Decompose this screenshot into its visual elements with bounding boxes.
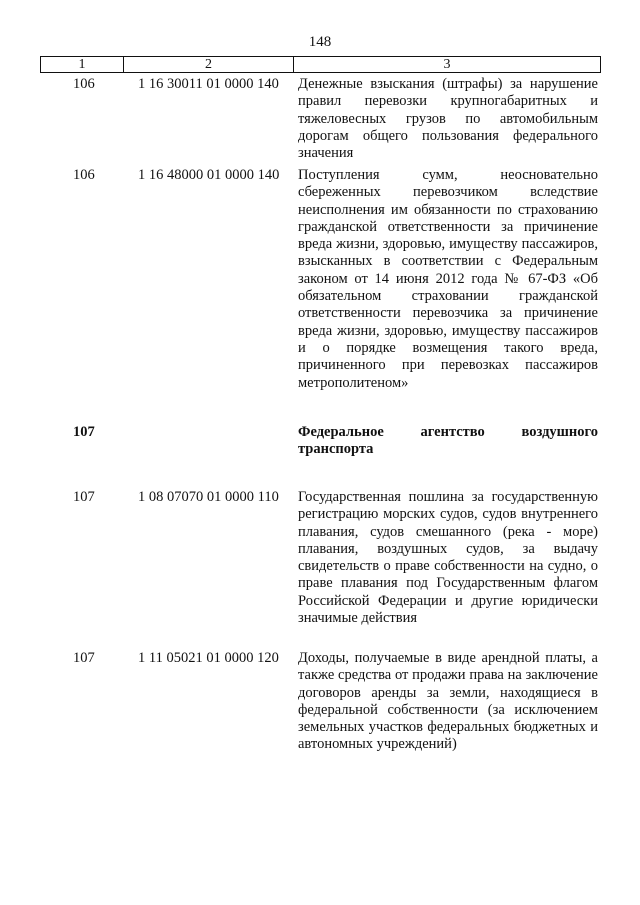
table-header	[40, 56, 601, 73]
admin-code: 107	[73, 424, 95, 440]
admin-code: 106	[73, 76, 95, 92]
admin-code: 107	[73, 489, 95, 505]
budget-code: 1 16 30011 01 0000 140	[138, 76, 279, 92]
budget-code: 1 16 48000 01 0000 140	[138, 167, 280, 183]
admin-code: 107	[73, 650, 95, 666]
budget-code: 1 08 07070 01 0000 110	[138, 489, 279, 505]
header-cell-2: 2	[124, 57, 294, 72]
page-number: 148	[308, 34, 332, 50]
income-description: Доходы, получаемые в виде арендной платы, а также средства от продажи права на заключение договоров аренды за земли, находящиеся в федеральной собственности (за исключением земельных участков федеральных бюджетных и автономных учреждений)	[298, 650, 598, 753]
header-cell-1: 1	[41, 57, 124, 72]
income-description: Государственная пошлина за государственную регистрацию морских судов, судов внутреннего плавания, судов смешанного (река - море) плавания, воздушных судов, за выдачу свидетельств о праве собственности на судно, о праве плавания под Государственным флагом Российской Федерации и другие юридически значимые действия	[298, 489, 598, 627]
budget-code: 1 11 05021 01 0000 120	[138, 650, 279, 666]
agency-title: Федеральное агентство воздушного транспорта	[298, 424, 598, 458]
header-cell-3: 3	[443, 57, 451, 72]
income-description: Денежные взыскания (штрафы) за нарушение правил перевозки крупногабаритных и тяжеловесных грузов по автомобильным дорогам общего пользования федерального значения	[298, 76, 598, 162]
admin-code: 106	[73, 167, 95, 183]
income-description: Поступления сумм, неосновательно сбереженных перевозчиком вследствие неисполнения им обязанности по страхованию гражданской ответственности за причинение вреда жизни, здоровью, имуществу пассажиров, взысканных в соответствии с Федеральным законом от 14 июня 2012 года № 67-ФЗ «Об обязательном страховании гражданской ответственности перевозчика за причинение вреда жизни, здоровью, имуществу пассажиров и о порядке возмещения такого вреда, причиненного при перевозках пассажиров метрополитеном»	[298, 167, 598, 391]
